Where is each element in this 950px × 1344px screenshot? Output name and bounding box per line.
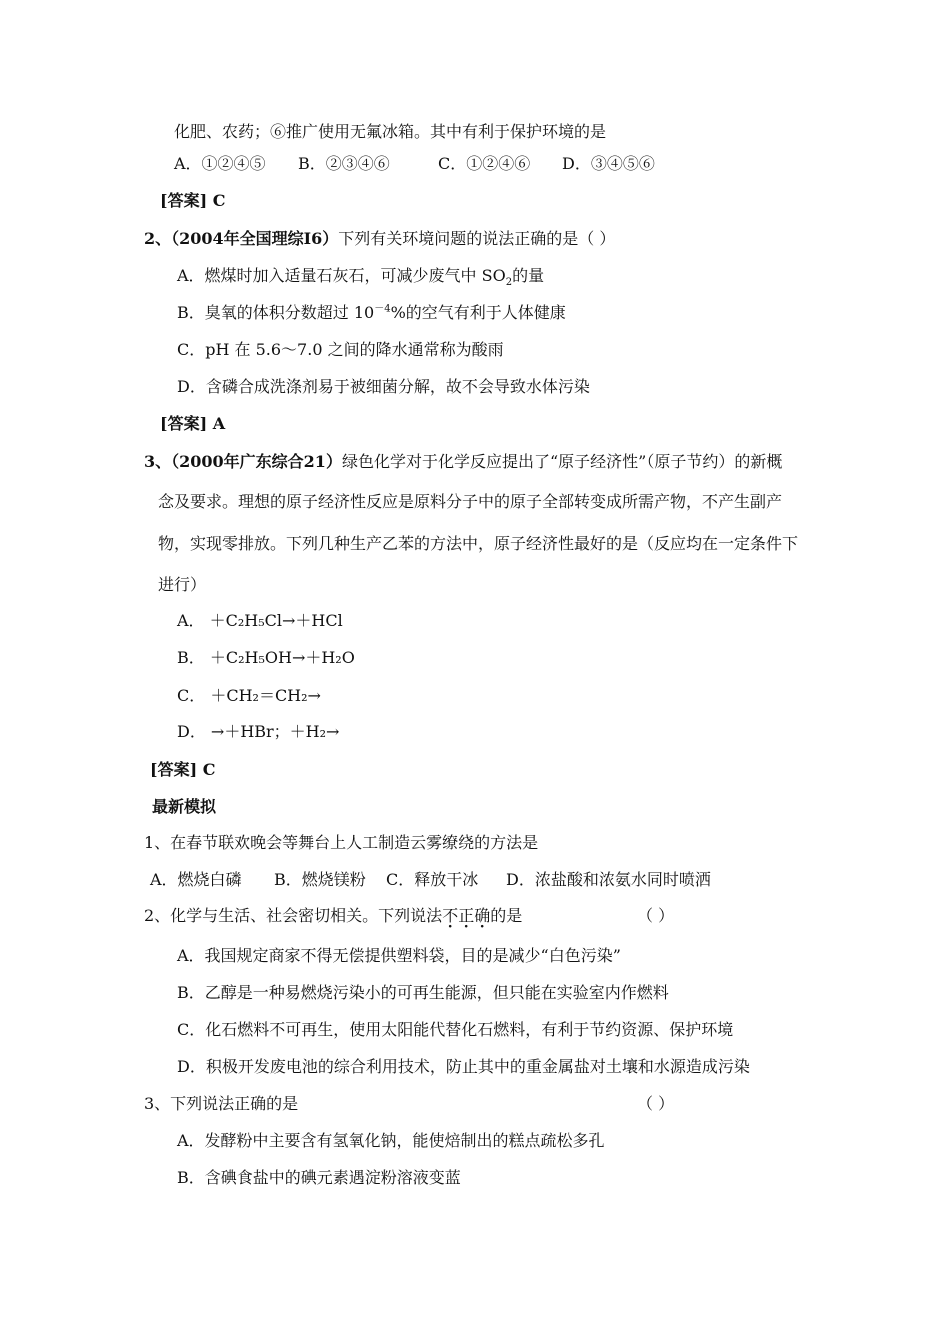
question-2 — [144, 229, 615, 249]
emphasis-char: 不 — [442, 906, 459, 925]
answer-parentheses: （ ） — [637, 1094, 675, 1113]
option-c: C．①②④⑥ — [438, 154, 531, 173]
question-continuation: 化肥、农药；⑥推广使用无氟冰箱。其中有利于保护环境的是 — [174, 122, 607, 141]
question-stem-end: 的是 — [490, 906, 523, 925]
question-1: 1、在春节联欢晚会等舞台上人工制造云雾缭绕的方法是 — [144, 833, 539, 852]
answer: [答案] C — [160, 191, 226, 210]
option-b-text-end: %的空气有利于人体健康 — [390, 303, 566, 322]
question-stem-line: 物，实现零排放。下列几种生产乙苯的方法中，原子经济性最好的是（反应均在一定条件下 — [158, 534, 799, 553]
emphasis-char: 正 — [458, 906, 475, 925]
answer-parentheses: （ ） — [637, 906, 675, 925]
option-b: B．乙醇是一种易燃烧污染小的可再生能源，但只能在实验室内作燃料 — [177, 983, 669, 1002]
option-c: C．释放干冰 — [386, 870, 479, 889]
option-d: D．含磷合成洗涤剂易于被细菌分解，故不会导致水体污染 — [177, 377, 590, 396]
question-stem: 2、化学与生活、社会密切相关。下列说法 — [144, 906, 443, 925]
superscript: －4 — [374, 303, 391, 315]
option-a-text-end: 的量 — [512, 266, 545, 285]
option-b — [177, 303, 566, 323]
option-a: A． ＋C₂H₅Cl→＋HCl — [177, 611, 343, 630]
option-c: C．化石燃料不可再生，使用太阳能代替化石燃料，有利于节约资源、保护环境 — [177, 1020, 734, 1039]
question-source: （2000年广东综合21） — [171, 452, 342, 471]
question-number: 3、 — [144, 452, 172, 471]
option-a: A．①②④⑤ — [174, 154, 266, 173]
question-source: （2004年全国理综Ⅰ6） — [171, 229, 339, 248]
question-stem-line: 念及要求。理想的原子经济性反应是原料分子中的原子全部转变成所需产物，不产生副产 — [158, 492, 783, 511]
option-b: B．燃烧镁粉 — [274, 870, 366, 889]
option-d: D．积极开发废电池的综合利用技术，防止其中的重金属盐对土壤和水源造成污染 — [177, 1057, 750, 1076]
option-a: A．发酵粉中主要含有氢氧化钠，能使焙制出的糕点疏松多孔 — [177, 1131, 605, 1150]
question-stem: 绿色化学对于化学反应提出了“原子经济性”（原子节约）的新概 — [341, 452, 783, 471]
answer: [答案] A — [160, 414, 226, 433]
question-stem-line: 进行） — [158, 575, 207, 594]
option-a-text: A．燃煤时加入适量石灰石，可减少废气中 SO — [177, 266, 506, 285]
option-a: A．我国规定商家不得无偿提供塑料袋，目的是减少“白色污染” — [177, 946, 621, 965]
option-a: A．燃烧白磷 — [150, 870, 242, 889]
option-b-text: B．臭氧的体积分数超过 10 — [177, 303, 375, 322]
option-d: D．浓盐酸和浓氨水同时喷洒 — [506, 870, 711, 889]
option-b: B． ＋C₂H₅OH→＋H₂O — [177, 648, 355, 667]
option-c: C． ＋CH₂＝CH₂→ — [177, 686, 321, 705]
subscript: 2 — [505, 277, 513, 289]
option-d: D． →＋HBr；＋H₂→ — [177, 722, 340, 741]
option-a — [177, 266, 545, 289]
section-heading: 最新模拟 — [152, 797, 217, 816]
option-c: C．pH 在 5.6～7.0 之间的降水通常称为酸雨 — [177, 340, 504, 359]
emphasis-char: 确 — [474, 906, 491, 925]
option-d: D．③④⑤⑥ — [562, 154, 655, 173]
question-2 — [144, 906, 522, 926]
option-b: B．含碘食盐中的碘元素遇淀粉溶液变蓝 — [177, 1168, 461, 1187]
question-3 — [144, 452, 782, 472]
question-stem: 下列有关环境问题的说法正确的是（ ） — [338, 229, 616, 248]
question-3: 3、下列说法正确的是 — [144, 1094, 299, 1113]
question-number: 2、 — [144, 229, 172, 248]
option-b: B．②③④⑥ — [298, 154, 390, 173]
answer: [答案] C — [150, 760, 216, 779]
